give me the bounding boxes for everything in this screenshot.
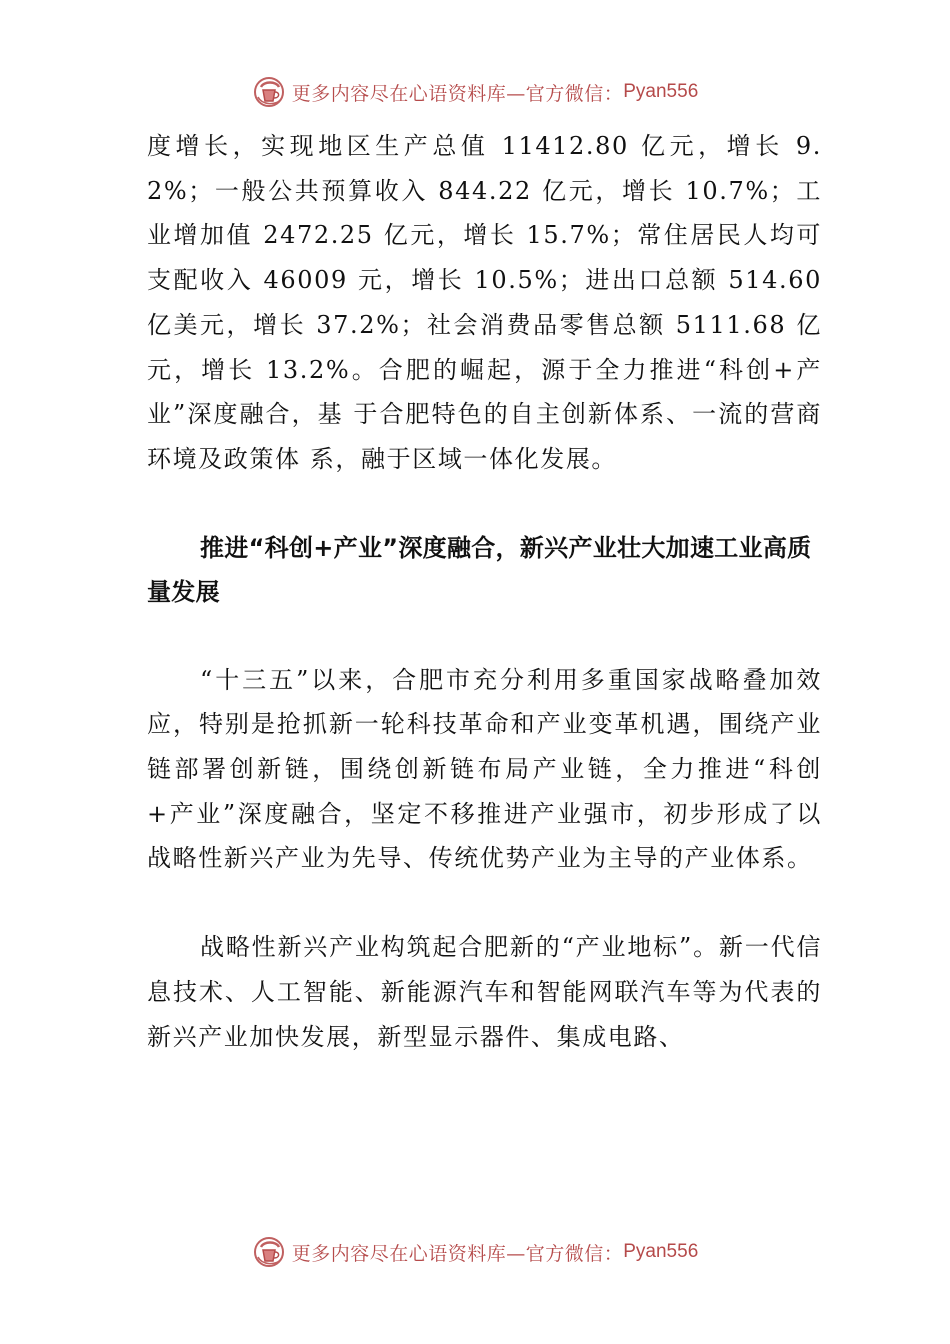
watermark-logo-icon	[252, 75, 286, 109]
watermark-wechat-id: Pyan556	[623, 81, 699, 102]
footer-watermark	[0, 1232, 950, 1272]
paragraph-13th-five-year: “十三五”以来，合肥市充分利用多重国家战略叠加效应，特别是抢抓新一轮科技革命和产业变革机遇，围绕产业链部署创新链，围绕创新链布局产业链，全力推进“科创+产业”深度融合，坚定不移推进产业强市，初步形成了以战略性新兴产业为先导、传统优势产业为主导的产业体系。	[147, 665, 822, 873]
watermark-text: 更多内容尽在心语资料库—官方微信：	[291, 1242, 624, 1265]
watermark-wechat-id: Pyan556	[623, 1241, 699, 1262]
paragraph-economic-stats: 度增长，实现地区生产总值 11412.80 亿元，增长 9.2%；一般公共预算收入 844.22 亿元，增长 10.7%；工业增加值 2472.25 亿元，增长 15.7%；常住居民人均可支配收入 46009 元，增长 10.5%；进出口总额 514.60 亿美元，增长 37.2%；社会消费品零售总额 5111.68 亿元，增长 13.2%。合肥的崛起，源于全力推进“科创+产业”深度融合，基 于合肥特色的自主创新体系、一流的营商环境及政策体 系，融于区域一体化发展。	[147, 132, 822, 473]
header-watermark	[0, 72, 950, 112]
document-body	[147, 124, 822, 1059]
paragraph-emerging-industries: 战略性新兴产业构筑起合肥新的“产业地标”。新一代信息技术、人工智能、新能源汽车和智能网联汽车等为代表的新兴产业加快发展，新型显示器件、集成电路、	[147, 933, 822, 1051]
section-heading: 推进“科创+产业”深度融合，新兴产业壮大加速工业高质量发展	[147, 533, 812, 606]
watermark-logo-icon	[252, 1235, 286, 1269]
watermark-text: 更多内容尽在心语资料库—官方微信：	[291, 82, 624, 105]
